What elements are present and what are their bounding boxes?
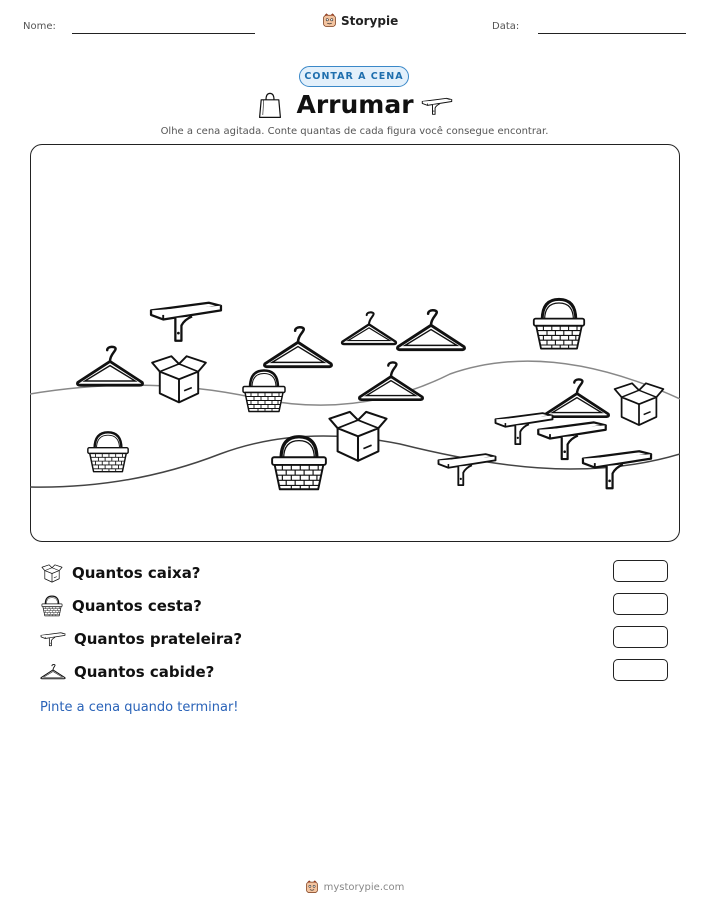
answer-box[interactable]: [613, 560, 668, 582]
box-icon: [40, 562, 64, 584]
date-label: Data:: [492, 21, 520, 32]
footer-url[interactable]: mystorypie.com: [323, 881, 405, 893]
hanger-icon: [40, 663, 66, 681]
shopping-bag-icon: [258, 90, 282, 120]
page-title: Arrumar: [296, 90, 414, 119]
hanger-object[interactable]: [75, 342, 145, 392]
question-row: [40, 627, 242, 651]
storypie-logo-icon: [322, 13, 337, 28]
brand-name: Storypie: [341, 13, 399, 28]
name-label: Nome:: [23, 21, 56, 32]
basket-object[interactable]: [84, 428, 132, 476]
box-object[interactable]: [147, 349, 211, 407]
question-text: Quantos cesta?: [72, 597, 202, 615]
question-row: [40, 594, 202, 618]
activity-badge: CONTAR A CENA: [299, 66, 409, 87]
basket-object[interactable]: [267, 432, 331, 494]
shelf-object[interactable]: [148, 298, 224, 344]
storypie-logo-icon: [305, 880, 319, 894]
question-row: [40, 660, 214, 684]
box-object[interactable]: [324, 404, 392, 466]
shelf-icon: [40, 630, 66, 648]
answer-box[interactable]: [613, 593, 668, 615]
question-text: Quantos prateleira?: [74, 630, 243, 648]
shelf-object[interactable]: [436, 450, 498, 488]
hanger-object[interactable]: [340, 308, 398, 350]
basket-object[interactable]: [239, 366, 289, 416]
answer-box[interactable]: [613, 659, 668, 681]
basket-object[interactable]: [529, 294, 589, 354]
question-text: Quantos caixa?: [72, 564, 201, 582]
answer-box[interactable]: [613, 626, 668, 648]
instructions: Olhe a cena agitada. Conte quantas de cada figura você consegue encontrar.: [160, 126, 549, 137]
hanger-object[interactable]: [395, 305, 467, 357]
footer: [0, 880, 709, 894]
closing-note: Pinte a cena quando terminar!: [40, 700, 239, 715]
hanger-object[interactable]: [357, 357, 425, 407]
shelf-object[interactable]: [580, 446, 654, 492]
question-row: [40, 561, 201, 585]
question-text: Quantos cabide?: [74, 663, 215, 681]
shelf-icon: [421, 96, 453, 116]
name-line[interactable]: [72, 33, 255, 34]
date-line[interactable]: [538, 33, 686, 34]
box-object[interactable]: [610, 377, 668, 429]
brand-logo: [322, 13, 398, 28]
basket-icon: [40, 594, 64, 618]
